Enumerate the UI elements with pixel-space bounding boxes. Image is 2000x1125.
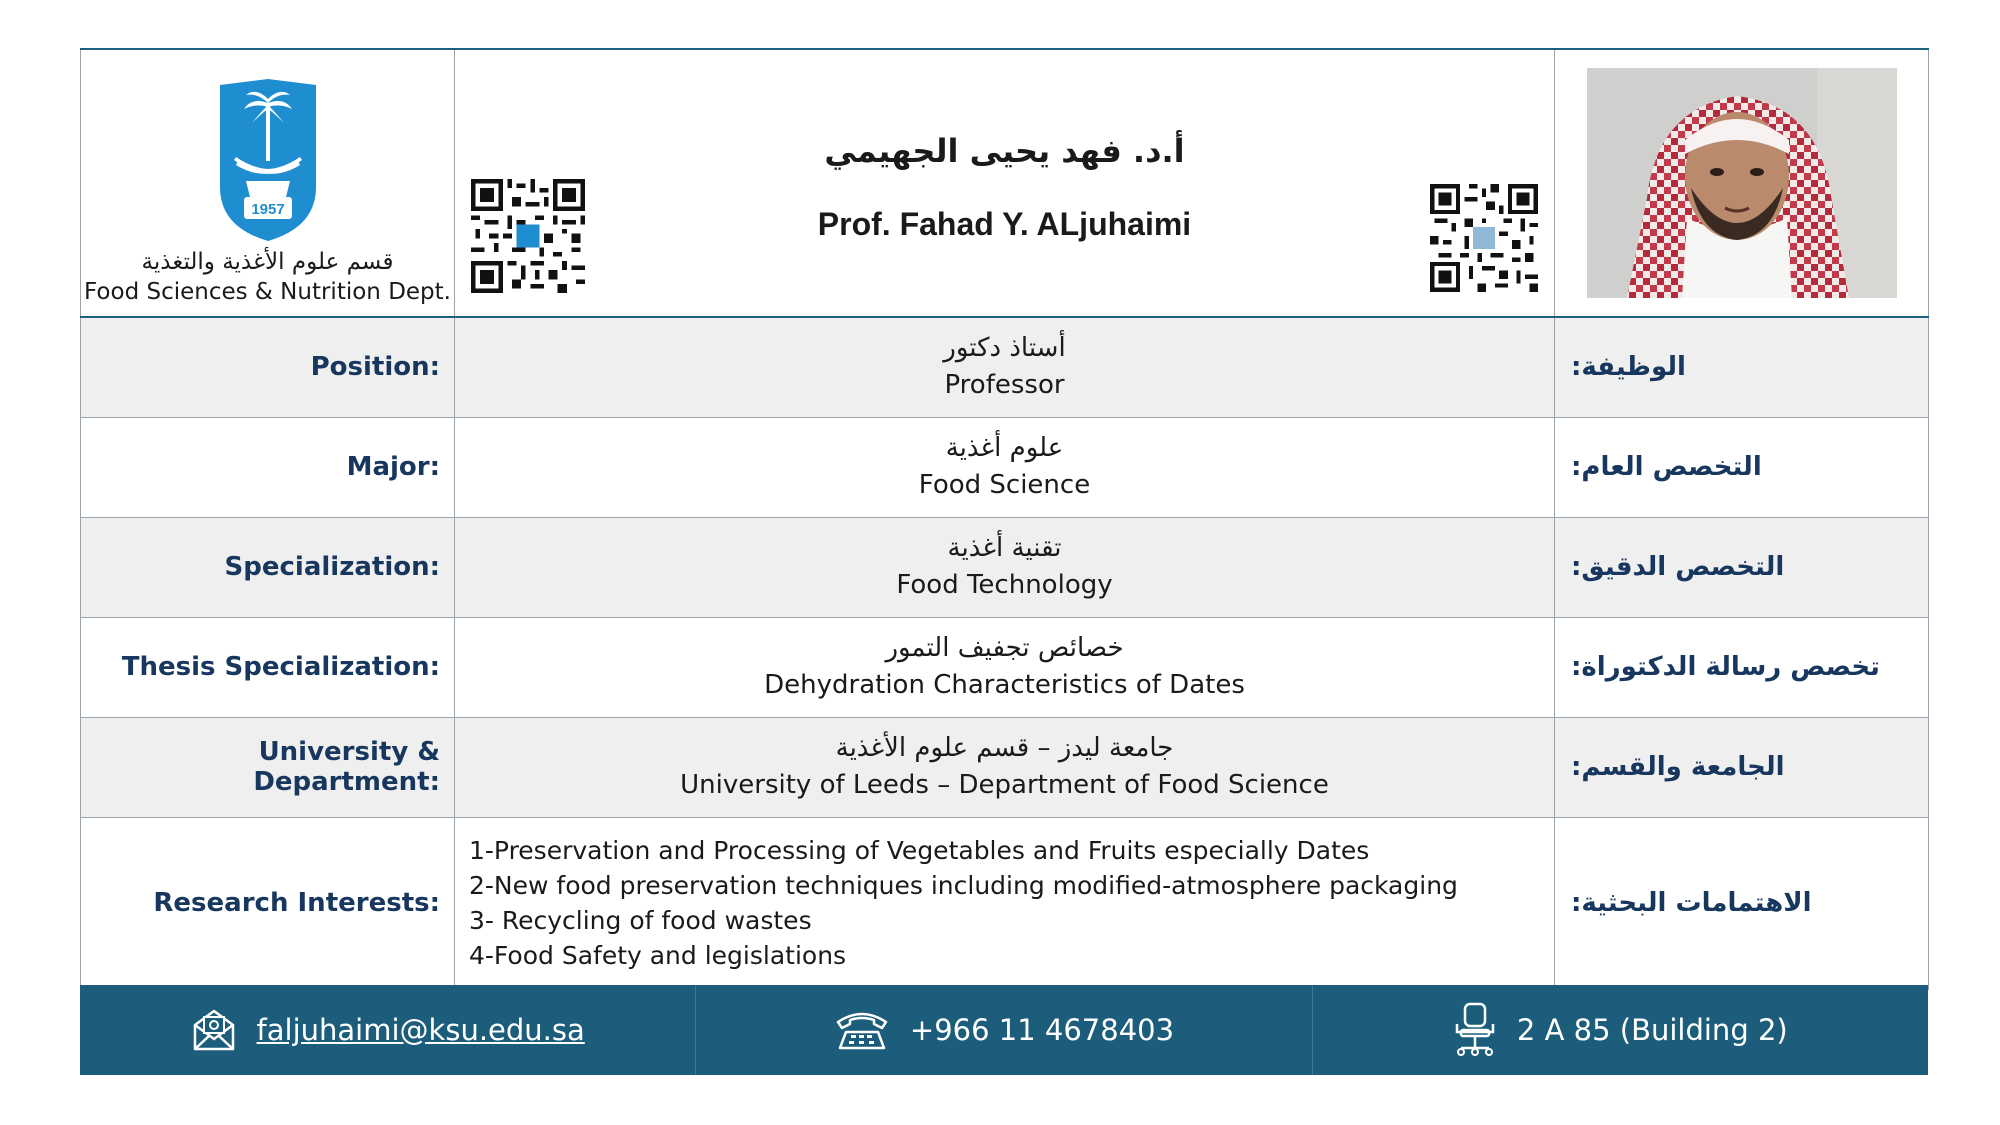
row-label-en: Major:: [81, 417, 455, 517]
research-label-ar: [1555, 817, 1929, 989]
header-row: [81, 49, 1929, 317]
email-envelope-icon: [191, 1007, 237, 1053]
info-row: [81, 717, 1929, 817]
row-label-ar-text: التخصص الدقيق:: [1571, 552, 1785, 582]
logo-year: 1957: [250, 201, 285, 218]
office-location: 2 A 85 (Building 2): [1516, 1013, 1788, 1047]
row-value-ar: علوم أغذية: [945, 433, 1064, 463]
row-label-en: University & Department:: [81, 717, 455, 817]
profile-photo: [1587, 68, 1897, 298]
row-value-en: Professor: [944, 370, 1065, 401]
logo-cell: [81, 49, 455, 317]
phone-number[interactable]: +966 11 4678403: [909, 1013, 1175, 1047]
row-value-en: Food Technology: [896, 570, 1113, 600]
research-label-ar-text: الاهتمامات البحثية:: [1571, 888, 1812, 918]
info-row: [81, 517, 1929, 617]
research-item: 4-Food Safety and legislations: [469, 941, 847, 970]
row-label-en: Position:: [81, 317, 455, 417]
contact-footer: [80, 985, 1928, 1075]
row-value-ar: جامعة ليدز – قسم علوم الأغذية: [835, 733, 1174, 763]
row-label-ar: [1555, 517, 1929, 617]
dept-name-en: Food Sciences & Nutrition Dept.: [84, 279, 451, 305]
row-value-ar: أستاذ دكتور: [943, 333, 1066, 364]
research-label-en: Research Interests:: [81, 817, 455, 989]
row-value: [455, 617, 1555, 717]
name-english: Prof. Fahad Y. ALjuhaimi: [817, 206, 1192, 242]
phone-segment: [695, 985, 1311, 1075]
row-label-ar-text: الجامعة والقسم:: [1571, 752, 1785, 782]
qr-code-right[interactable]: [1430, 184, 1538, 292]
row-label-en: Thesis Specialization:: [81, 617, 455, 717]
profile-card: [80, 48, 1928, 1075]
row-label-ar: [1555, 417, 1929, 517]
row-value: [455, 417, 1555, 517]
row-value: [455, 717, 1555, 817]
email-link[interactable]: faljuhaimi@ksu.edu.sa: [256, 1013, 585, 1047]
row-label-ar: [1555, 717, 1929, 817]
row-label-ar: [1555, 317, 1929, 417]
info-row: [81, 617, 1929, 717]
row-label-ar-text: الوظيفة:: [1571, 352, 1686, 383]
row-label-en: Specialization:: [81, 517, 455, 617]
row-value: [455, 317, 1555, 417]
info-row: [81, 317, 1929, 417]
row-value: [455, 517, 1555, 617]
info-row: [81, 417, 1929, 517]
row-value-en: Dehydration Characteristics of Dates: [764, 670, 1245, 700]
row-value-en: University of Leeds – Department of Food Science: [680, 770, 1329, 800]
research-item: 3- Recycling of food wastes: [469, 906, 812, 935]
row-value-en: Food Science: [918, 470, 1091, 500]
name-cell: [455, 49, 1555, 317]
photo-cell: [1555, 49, 1929, 317]
research-item: 1-Preservation and Processing of Vegetables and Fruits especially Dates: [469, 836, 1370, 865]
row-value-ar: خصائص تجفيف التمور: [885, 633, 1124, 663]
dept-name-ar: قسم علوم الأغذية والتغذية: [141, 249, 394, 275]
row-label-ar-text: تخصص رسالة الدكتوراة:: [1571, 652, 1880, 682]
name-arabic: أ.د. فهد يحيى الجهيمي: [824, 132, 1185, 170]
email-segment: [80, 985, 695, 1075]
office-segment: [1312, 985, 1928, 1075]
research-row: [81, 817, 1929, 989]
research-item: 2-New food preservation techniques including modified-atmosphere packaging: [469, 871, 1458, 900]
row-label-ar: [1555, 617, 1929, 717]
ksu-logo-icon: [216, 77, 320, 243]
telephone-icon: [834, 1008, 890, 1052]
office-chair-icon: [1453, 1002, 1497, 1058]
row-value-ar: تقنية أغذية: [947, 533, 1062, 563]
profile-table: [80, 48, 1929, 990]
row-label-ar-text: التخصص العام:: [1571, 452, 1762, 482]
research-list: [455, 817, 1555, 989]
